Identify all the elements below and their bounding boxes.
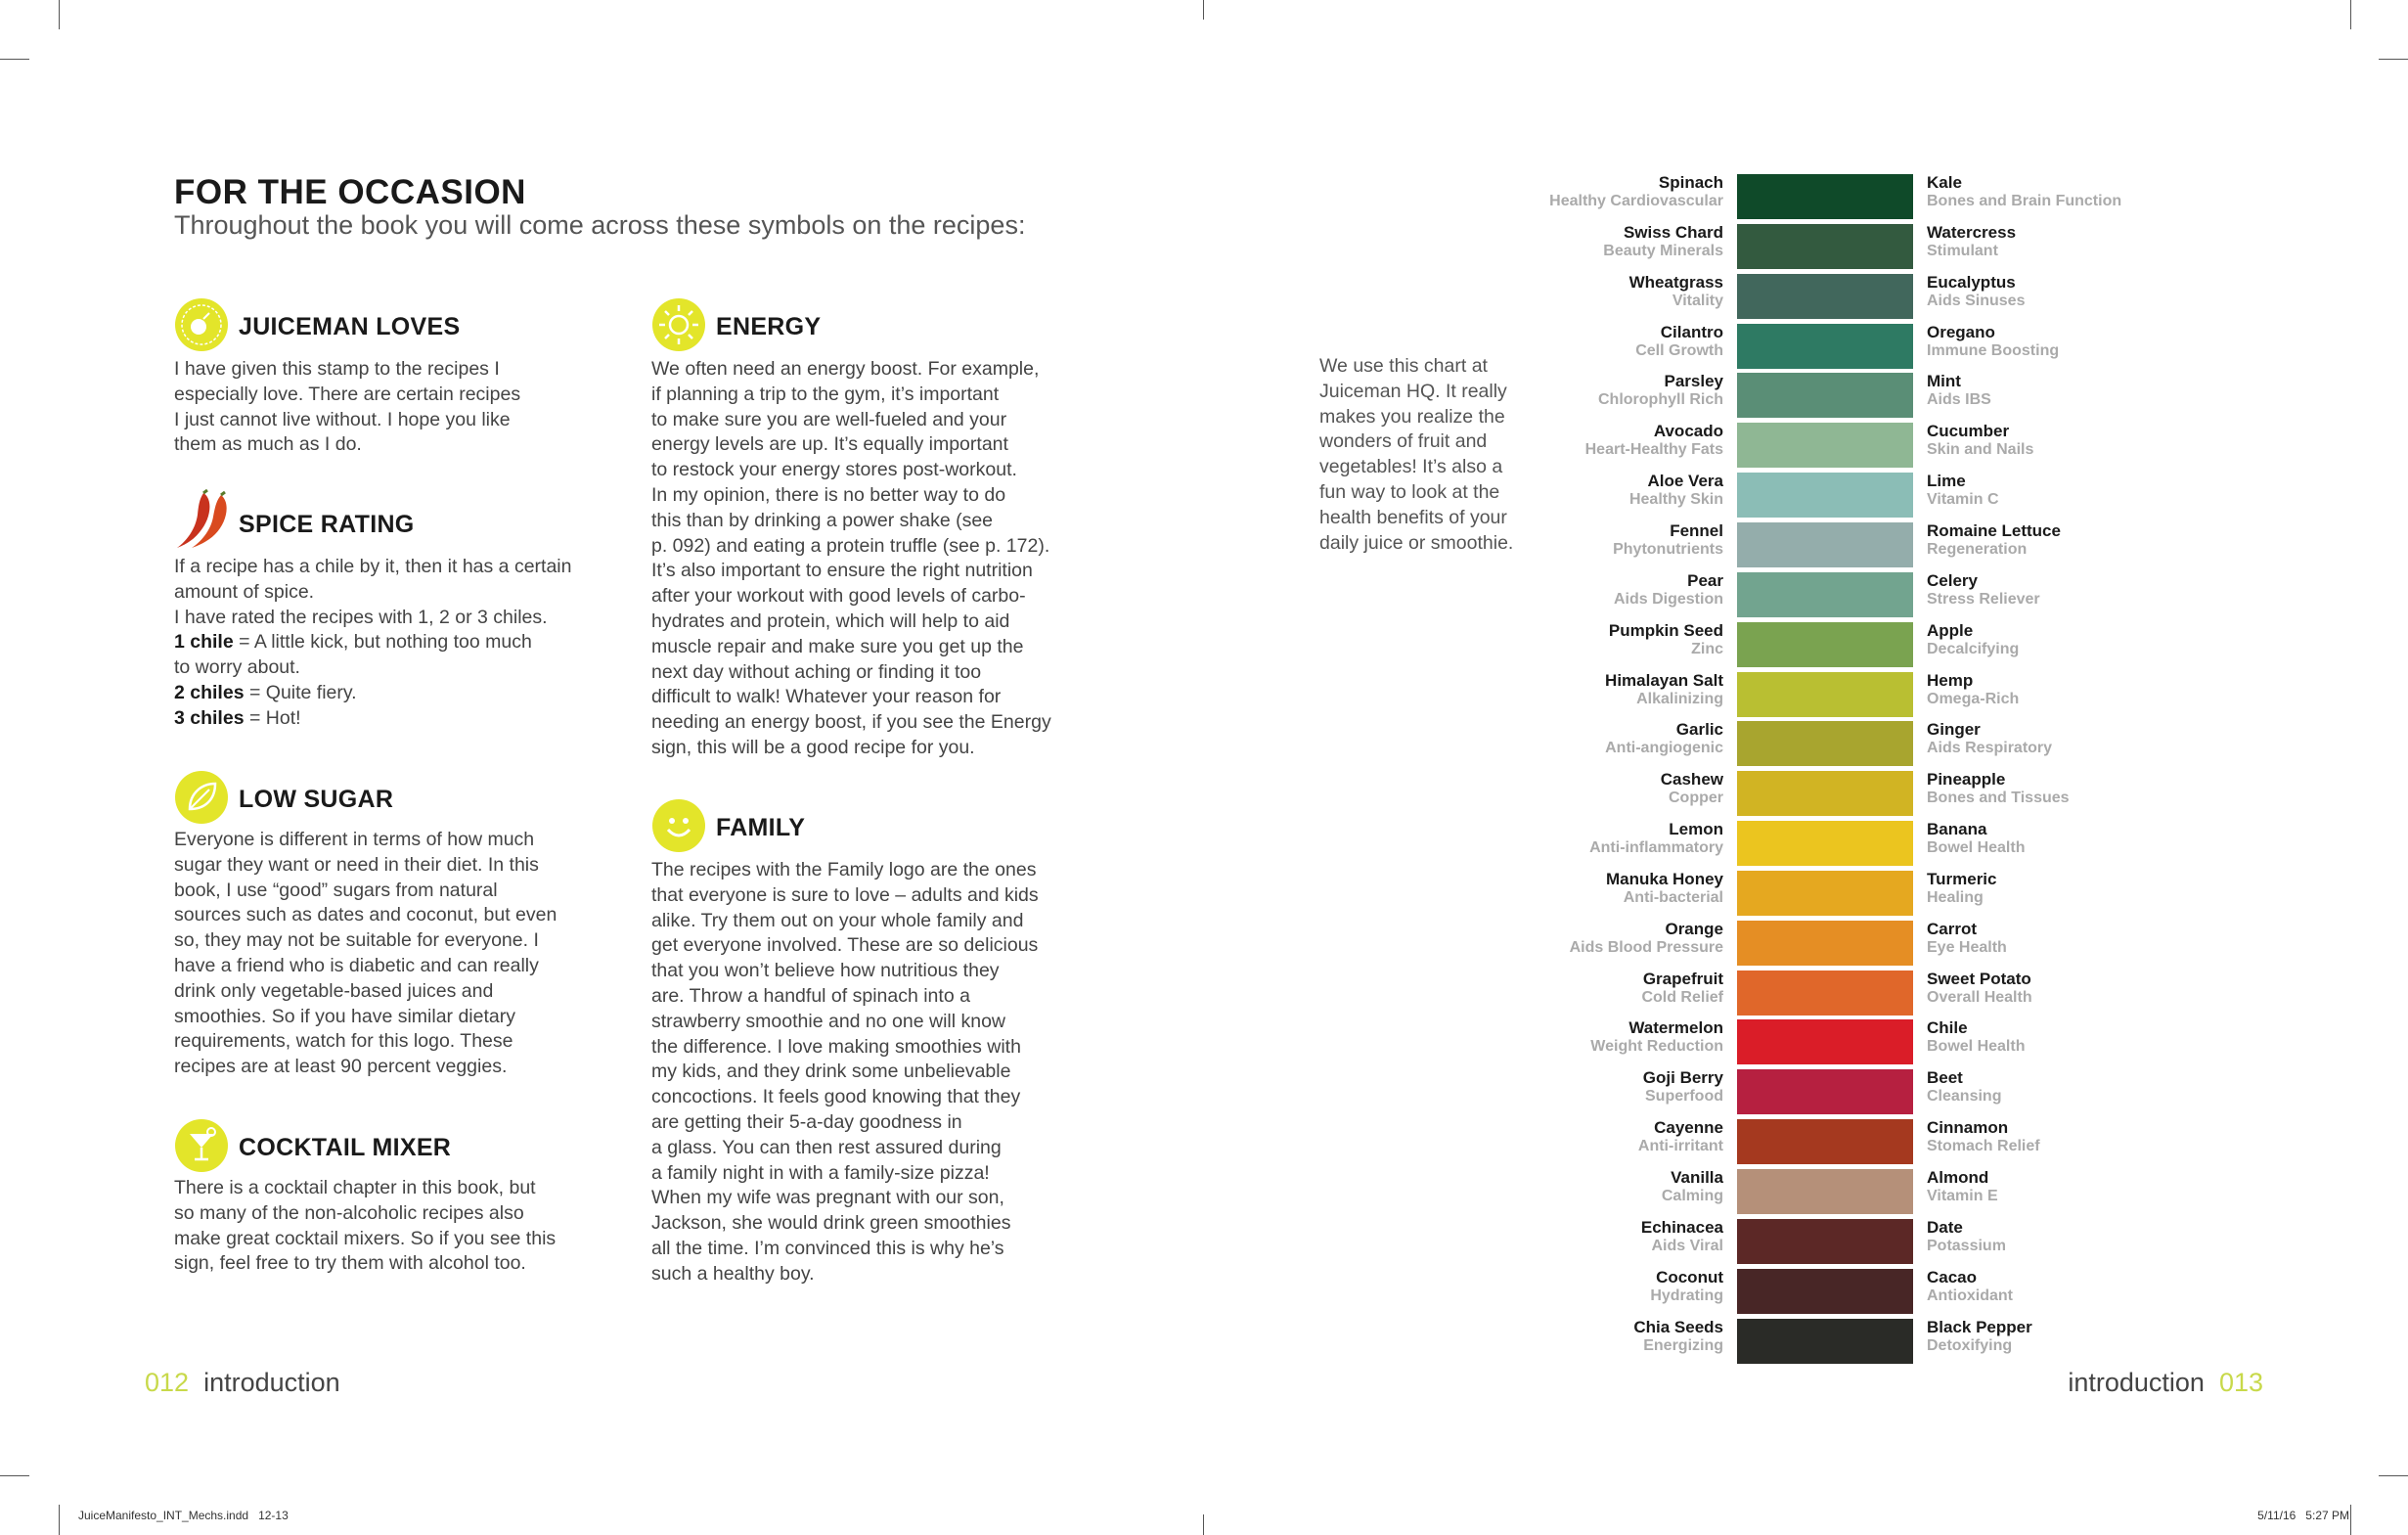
ingredient-benefit: Anti-angiogenic xyxy=(1605,740,1723,756)
color-swatch xyxy=(1737,423,1913,468)
page-footer-left xyxy=(145,1368,340,1398)
color-swatch xyxy=(1737,1319,1913,1364)
chart-left-label xyxy=(1467,422,1723,471)
ingredient-name: Cacao xyxy=(1927,1268,1978,1287)
juiceman-stamp-icon xyxy=(174,297,229,352)
section-title-low-sugar: LOW SUGAR xyxy=(239,786,394,813)
chart-right-label xyxy=(1927,422,2162,471)
ingredient-name: Pumpkin Seed xyxy=(1608,621,1723,640)
ingredient-benefit: Anti-inflammatory xyxy=(1589,839,1723,856)
ingredient-benefit: Alkalinizing xyxy=(1636,691,1723,707)
footer-section-label: introduction xyxy=(2068,1368,2205,1397)
ingredient-name: Manuka Honey xyxy=(1606,870,1723,888)
crop-mark xyxy=(59,1505,60,1535)
chart-left-label xyxy=(1467,1268,1723,1317)
ingredient-name: Cucumber xyxy=(1927,422,2010,440)
section-title-family: FAMILY xyxy=(716,814,806,841)
ingredient-name: Kale xyxy=(1927,173,1962,192)
ingredient-benefit: Zinc xyxy=(1691,641,1723,657)
chart-right-label xyxy=(1927,820,2162,869)
ingredient-name: Turmeric xyxy=(1927,870,1997,888)
cocktail-glass-icon xyxy=(174,1118,229,1173)
chart-right-label xyxy=(1927,671,2162,720)
color-swatch xyxy=(1737,324,1913,369)
ingredient-name: Himalayan Salt xyxy=(1605,671,1723,690)
ingredient-name: Garlic xyxy=(1675,720,1723,739)
ingredient-benefit: Potassium xyxy=(1927,1238,2006,1254)
chart-left-label xyxy=(1467,870,1723,919)
ingredient-benefit: Bones and Tissues xyxy=(1927,790,2070,806)
chart-right-label xyxy=(1927,1068,2162,1117)
color-swatch xyxy=(1737,1169,1913,1214)
ingredient-name: Almond xyxy=(1927,1168,1989,1187)
ingredient-benefit: Copper xyxy=(1669,790,1723,806)
chart-right-label xyxy=(1927,571,2162,620)
ingredient-benefit: Cell Growth xyxy=(1635,342,1723,359)
ingredient-benefit: Aids Blood Pressure xyxy=(1569,939,1723,956)
ingredient-name: Carrot xyxy=(1927,920,1978,938)
section-body-cocktail-mixer: There is a cocktail chapter in this book, but so many of the non-alcoholic recipes also make great cocktail mixers. So if you see this sign, feel free to try them with alcohol too. xyxy=(174,1177,557,1275)
ingredient-benefit: Cleansing xyxy=(1927,1088,2002,1105)
ingredient-benefit: Cold Relief xyxy=(1641,989,1723,1006)
ingredient-benefit: Decalcifying xyxy=(1927,641,2020,657)
ingredient-name: Cinnamon xyxy=(1927,1118,2009,1137)
chart-left-label xyxy=(1467,1068,1723,1117)
color-swatch xyxy=(1737,1269,1913,1314)
chart-right-label xyxy=(1927,323,2162,372)
crop-mark xyxy=(2379,59,2408,60)
ingredient-name: Swiss Chard xyxy=(1623,223,1723,242)
crop-mark xyxy=(59,0,60,29)
ingredient-benefit: Aids Digestion xyxy=(1613,591,1723,608)
ingredient-name: Pineapple xyxy=(1927,770,2006,789)
section-body-low-sugar: Everyone is different in terms of how much sugar they want or need in their diet. In this book, I use “good” sugars from natural sources such as dates and coconut, but even so, they may not be suitable for everyone. I have a friend who is diabetic and can really drink only vegetable-based juices and smoothies. So if you have similar dietary requirements, watch for this logo. These recipes are at least 90 percent veggies. xyxy=(174,829,557,1078)
chart-left-label xyxy=(1467,970,1723,1018)
slug-date: 5/11/16 5:27 PM xyxy=(2257,1509,2349,1522)
ingredient-name: Watercress xyxy=(1927,223,2017,242)
color-swatch xyxy=(1737,721,1913,766)
ingredient-name: Grapefruit xyxy=(1642,970,1723,988)
ingredient-benefit: Vitamin E xyxy=(1927,1188,1998,1204)
ingredient-benefit: Skin and Nails xyxy=(1927,441,2034,458)
color-swatch xyxy=(1737,1119,1913,1164)
chart-right-label xyxy=(1927,521,2162,570)
color-swatch xyxy=(1737,921,1913,966)
chart-right-label xyxy=(1927,472,2162,520)
ingredient-benefit: Antioxidant xyxy=(1927,1287,2013,1304)
ingredient-name: Avocado xyxy=(1653,422,1723,440)
chart-intro-text: We use this chart at Juiceman HQ. It really makes you realize the wonders of fruit and vegetables! It’s also a fun way to look at the health benefits of your daily juice or smoothie. xyxy=(1319,355,1514,554)
ingredient-name: Hemp xyxy=(1927,671,1974,690)
chart-left-label xyxy=(1467,472,1723,520)
ingredient-benefit: Omega-Rich xyxy=(1927,691,2020,707)
color-swatch xyxy=(1737,1019,1913,1064)
ingredient-benefit: Energizing xyxy=(1643,1337,1723,1354)
ingredient-benefit: Weight Reduction xyxy=(1590,1038,1723,1055)
ingredient-name: Vanilla xyxy=(1671,1168,1723,1187)
crop-mark xyxy=(2350,0,2351,29)
color-swatch xyxy=(1737,1069,1913,1114)
color-swatch xyxy=(1737,572,1913,617)
ingredient-benefit: Hydrating xyxy=(1650,1287,1723,1304)
chart-right-label xyxy=(1927,1168,2162,1217)
chart-right-label xyxy=(1927,372,2162,421)
ingredient-name: Apple xyxy=(1927,621,1974,640)
ingredient-name: Parsley xyxy=(1664,372,1723,390)
color-swatch xyxy=(1737,1219,1913,1264)
ingredient-name: Lime xyxy=(1927,472,1966,490)
chart-left-label xyxy=(1467,621,1723,670)
ingredient-benefit: Regeneration xyxy=(1927,541,2028,558)
chart-left-label xyxy=(1467,920,1723,969)
page-number: 013 xyxy=(2218,1368,2263,1397)
ingredient-benefit: Detoxifying xyxy=(1927,1337,2013,1354)
ingredient-name: Watermelon xyxy=(1628,1018,1723,1037)
ingredient-benefit: Superfood xyxy=(1645,1088,1723,1105)
color-swatch xyxy=(1737,522,1913,567)
chart-right-label xyxy=(1927,720,2162,769)
chart-left-label xyxy=(1467,323,1723,372)
ingredient-benefit: Stress Reliever xyxy=(1927,591,2040,608)
leaf-icon xyxy=(174,770,229,825)
ingredient-name: Lemon xyxy=(1669,820,1723,838)
ingredient-benefit: Aids Sinuses xyxy=(1927,293,2026,309)
ingredient-benefit: Calming xyxy=(1661,1188,1723,1204)
section-body-energy: We often need an energy boost. For example, if planning a trip to the gym, it’s important to make sure you are well-fueled and your energy levels are up. It’s equally important to restock your energy stores post-workout. In my opinion, there is no better way to do this than by drinking a power shake (see p. 092) and eating a protein truffle (see p. 172). It’s also important to ensure the right nutrition after your workout with good levels of carbo- hydrates and protein, which will help to aid muscle repair and make sure you get up the next day without aching or finding it too difficult to walk! Whatever your reason for needing an energy boost, if you see the Energy sign, this will be a good recipe for you. xyxy=(651,358,1051,758)
chart-left-label xyxy=(1467,820,1723,869)
color-swatch xyxy=(1737,821,1913,866)
chart-right-label xyxy=(1927,1218,2162,1267)
ingredient-benefit: Bowel Health xyxy=(1927,839,2026,856)
chart-left-label xyxy=(1467,1168,1723,1217)
ingredient-benefit: Bowel Health xyxy=(1927,1038,2026,1055)
chart-left-label xyxy=(1467,1218,1723,1267)
ingredient-benefit: Immune Boosting xyxy=(1927,342,2060,359)
chart-right-label xyxy=(1927,970,2162,1018)
chart-left-label xyxy=(1467,223,1723,272)
color-swatch xyxy=(1737,622,1913,667)
chart-left-label xyxy=(1467,521,1723,570)
slug-filename: JuiceManifesto_INT_Mechs.indd 12-13 xyxy=(78,1509,289,1522)
crop-mark xyxy=(1203,1514,1204,1535)
ingredient-benefit: Bones and Brain Function xyxy=(1927,193,2122,209)
ingredient-benefit: Aids Viral xyxy=(1651,1238,1723,1254)
chart-right-label xyxy=(1927,223,2162,272)
ingredient-benefit: Vitality xyxy=(1672,293,1723,309)
chart-left-label xyxy=(1467,1318,1723,1367)
chart-left-label xyxy=(1467,173,1723,222)
color-swatch xyxy=(1737,771,1913,816)
ingredient-name: Fennel xyxy=(1670,521,1723,540)
color-swatch xyxy=(1737,672,1913,717)
crop-mark xyxy=(1203,0,1204,20)
ingredient-name: Wheatgrass xyxy=(1628,273,1723,292)
ingredient-name: Eucalyptus xyxy=(1927,273,2016,292)
ingredient-name: Date xyxy=(1927,1218,1963,1237)
chart-right-label xyxy=(1927,621,2162,670)
section-body-family: The recipes with the Family logo are the ones that everyone is sure to love – adults and kids alike. Try them out on your whole family and get everyone involved. These are so delicious that you won’t believe how nutritious they are. Throw a handful of spinach into a strawberry smoothie and no one will know the difference. I love making smoothies with my kids, and they drink some unbelievable concoctions. It feels good knowing that they are getting their 5-a-day goodness in a glass. You can then rest assured during a family night in with a family-size pizza! When my wife was pregnant with our son, Jackson, she would drink green smoothies all the time. I’m convinced this is why he’s such a healthy boy. xyxy=(651,859,1039,1285)
page-number: 012 xyxy=(145,1368,190,1397)
ingredient-name: Chia Seeds xyxy=(1633,1318,1723,1336)
color-swatch xyxy=(1737,174,1913,219)
ingredient-name: Chile xyxy=(1927,1018,1968,1037)
crop-mark xyxy=(0,59,29,60)
sun-icon xyxy=(651,297,706,352)
chart-left-label xyxy=(1467,671,1723,720)
ingredient-benefit: Beauty Minerals xyxy=(1603,243,1723,259)
chart-left-label xyxy=(1467,720,1723,769)
ingredient-benefit: Stimulant xyxy=(1927,243,1998,259)
chart-left-label xyxy=(1467,1018,1723,1067)
chart-left-label xyxy=(1467,1118,1723,1167)
ingredient-benefit: Chlorophyll Rich xyxy=(1598,391,1723,408)
chili-icon xyxy=(174,489,235,552)
ingredient-name: Celery xyxy=(1927,571,1978,590)
color-swatch xyxy=(1737,871,1913,916)
ingredient-name: Black Pepper xyxy=(1927,1318,2032,1336)
section-body-spice-rating: If a recipe has a chile by it, then it has a certain amount of spice. I have rated the recipes with 1, 2 or 3 chiles. 1 chile = A little kick, but nothing too much to worry about. 2 chiles = Quite fiery. 3 chiles = Hot! xyxy=(174,556,572,729)
ingredient-name: Romaine Lettuce xyxy=(1927,521,2061,540)
crop-mark xyxy=(2350,1505,2351,1535)
ingredient-name: Orange xyxy=(1665,920,1723,938)
color-swatch xyxy=(1737,971,1913,1016)
chart-right-label xyxy=(1927,1318,2162,1367)
chart-right-label xyxy=(1927,1268,2162,1317)
ingredient-name: Ginger xyxy=(1927,720,1981,739)
ingredient-benefit: Aids IBS xyxy=(1927,391,1991,408)
chart-left-label xyxy=(1467,571,1723,620)
ingredient-benefit: Vitamin C xyxy=(1927,491,1999,508)
chart-right-label xyxy=(1927,1018,2162,1067)
ingredient-name: Cilantro xyxy=(1660,323,1723,341)
ingredient-benefit: Eye Health xyxy=(1927,939,2007,956)
ingredient-name: Cashew xyxy=(1660,770,1723,789)
smiley-icon xyxy=(651,798,706,853)
ingredient-name: Pear xyxy=(1687,571,1723,590)
chart-right-label xyxy=(1927,770,2162,819)
chart-right-label xyxy=(1927,920,2162,969)
ingredient-name: Goji Berry xyxy=(1642,1068,1723,1087)
chart-left-label xyxy=(1467,273,1723,322)
section-title-spice-rating: SPICE RATING xyxy=(239,511,415,538)
ingredient-benefit: Stomach Relief xyxy=(1927,1138,2040,1154)
ingredient-benefit: Heart-Healthy Fats xyxy=(1584,441,1723,458)
ingredient-benefit: Aids Respiratory xyxy=(1927,740,2053,756)
page-subtitle: Throughout the book you will come across these symbols on the recipes: xyxy=(174,210,1026,240)
footer-section-label: introduction xyxy=(203,1368,340,1397)
ingredient-benefit: Anti-irritant xyxy=(1637,1138,1723,1154)
color-swatch xyxy=(1737,473,1913,518)
ingredient-benefit: Healthy Skin xyxy=(1628,491,1723,508)
ingredient-name: Cayenne xyxy=(1654,1118,1723,1137)
color-swatch xyxy=(1737,373,1913,418)
ingredient-name: Banana xyxy=(1927,820,1987,838)
ingredient-name: Sweet Potato xyxy=(1927,970,2031,988)
chart-left-label xyxy=(1467,770,1723,819)
crop-mark xyxy=(2379,1475,2408,1476)
chart-right-label xyxy=(1927,870,2162,919)
page-title: FOR THE OCCASION xyxy=(174,173,526,211)
ingredient-name: Aloe Vera xyxy=(1647,472,1723,490)
ingredient-benefit: Healing xyxy=(1927,889,1984,906)
chart-right-label xyxy=(1927,173,2162,222)
section-title-juiceman-loves: JUICEMAN LOVES xyxy=(239,313,461,340)
section-title-cocktail-mixer: COCKTAIL MIXER xyxy=(239,1134,452,1161)
ingredient-benefit: Healthy Cardiovascular xyxy=(1549,193,1723,209)
ingredient-name: Mint xyxy=(1927,372,1961,390)
chart-right-label xyxy=(1927,1118,2162,1167)
section-title-energy: ENERGY xyxy=(716,313,822,340)
ingredient-benefit: Anti-bacterial xyxy=(1623,889,1723,906)
color-swatch xyxy=(1737,274,1913,319)
ingredient-name: Spinach xyxy=(1658,173,1723,192)
ingredient-name: Coconut xyxy=(1656,1268,1723,1287)
color-swatch xyxy=(1737,224,1913,269)
ingredient-benefit: Overall Health xyxy=(1927,989,2032,1006)
chart-right-label xyxy=(1927,273,2162,322)
crop-mark xyxy=(0,1475,29,1476)
ingredient-name: Oregano xyxy=(1927,323,1995,341)
section-body-juiceman-loves: I have given this stamp to the recipes I especially love. There are certain recipes I just cannot live without. I hope you like them as much as I do. xyxy=(174,358,521,456)
ingredient-benefit: Phytonutrients xyxy=(1613,541,1723,558)
chart-left-label xyxy=(1467,372,1723,421)
ingredient-name: Beet xyxy=(1927,1068,1963,1087)
ingredient-name: Echinacea xyxy=(1640,1218,1723,1237)
page-footer-right xyxy=(2068,1368,2263,1398)
